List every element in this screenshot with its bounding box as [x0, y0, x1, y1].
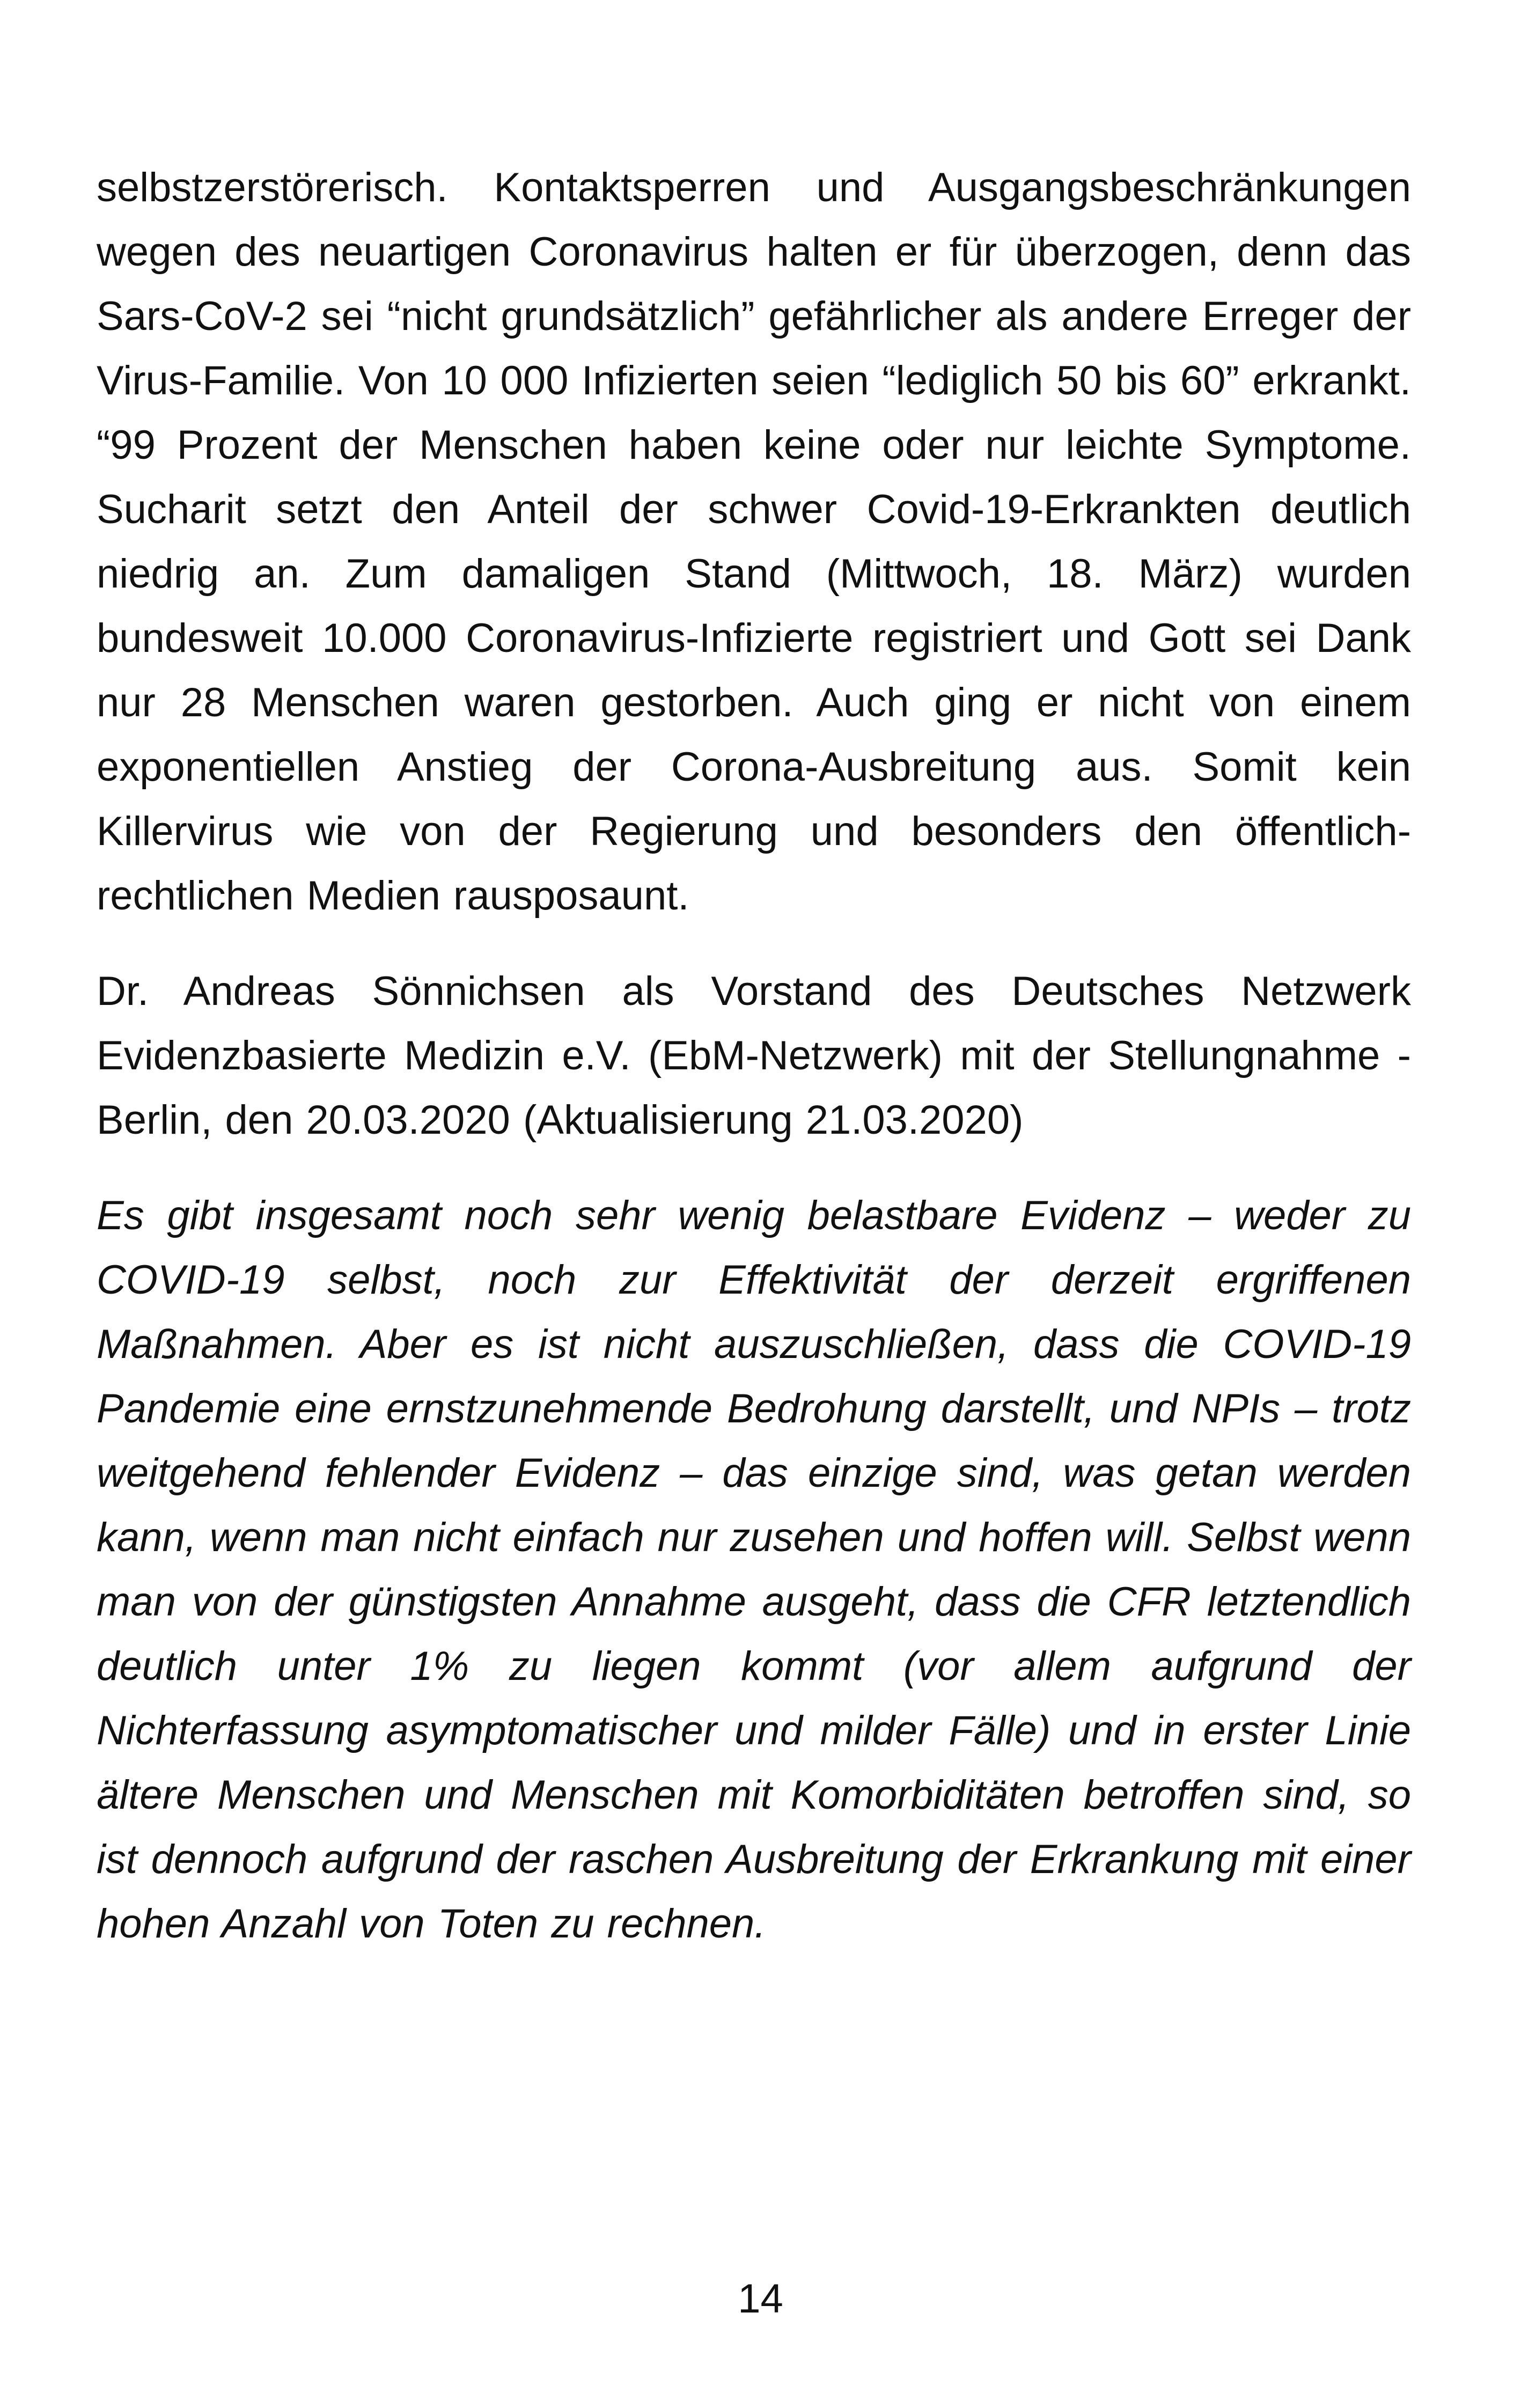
- page-body: [97, 156, 1411, 1956]
- paragraph-ebm-quote: Es gibt insgesamt noch sehr wenig belastbare Evidenz – weder zu COVID-19 selbst, noch zur Effektivität der derzeit ergriffenen Maßnahmen. Aber es ist nicht auszuschließen, dass die COVID-19 Pandemie eine ernstzunehmende Bedrohung darstellt, und NPIs – trotz weitgehend fehlender Evidenz – das einzige sind, was getan werden kann, wenn man nicht einfach nur zusehen und hoffen will. Selbst wenn man von der günstigsten Annahme ausgeht, dass die CFR letztendlich deutlich unter 1% zu liegen kommt (vor allem aufgrund der Nichterfassung asymptomatischer und milder Fälle) und in erster Linie ältere Menschen und Menschen mit Komorbiditäten betroffen sind, so ist dennoch aufgrund der raschen Ausbreitung der Erkrankung mit einer hohen Anzahl von Toten zu rechnen.: [97, 1193, 1411, 1947]
- paragraph-sucharit-summary: selbstzerstörerisch. Kontaktsperren und Ausgangsbeschränkungen wegen des neuartigen Coronavirus halten er für überzogen, denn das Sars-CoV-2 sei “nicht grundsätzlich” gefährlicher als andere Erreger der Virus-Familie. Von 10 000 Infizierten seien “lediglich 50 bis 60” erkrankt. “99 Prozent der Menschen haben keine oder nur leichte Symptome. Sucharit setzt den Anteil der schwer Covid-19-Erkrankten deutlich niedrig an. Zum damaligen Stand (Mittwoch, 18. März) wurden bundesweit 10.000 Coronavirus-Infizierte registriert und Gott sei Dank nur 28 Menschen waren gestorben. Auch ging er nicht von einem exponentiellen Anstieg der Corona-Ausbreitung aus. Somit kein Killervirus wie von der Regierung und besonders den öffentlich-rechtlichen Medien rausposaunt.: [97, 165, 1411, 919]
- page-number: 14: [738, 2276, 783, 2322]
- paragraph-soennichsen-intro: Dr. Andreas Sönnichsen als Vorstand des Deutsches Netzwerk Evidenzbasierte Medizin e.V. (EbM-Netzwerk) mit der Stellungnahme - Berlin, den 20.03.2020 (Aktualisierung 21.03.2020): [97, 968, 1411, 1143]
